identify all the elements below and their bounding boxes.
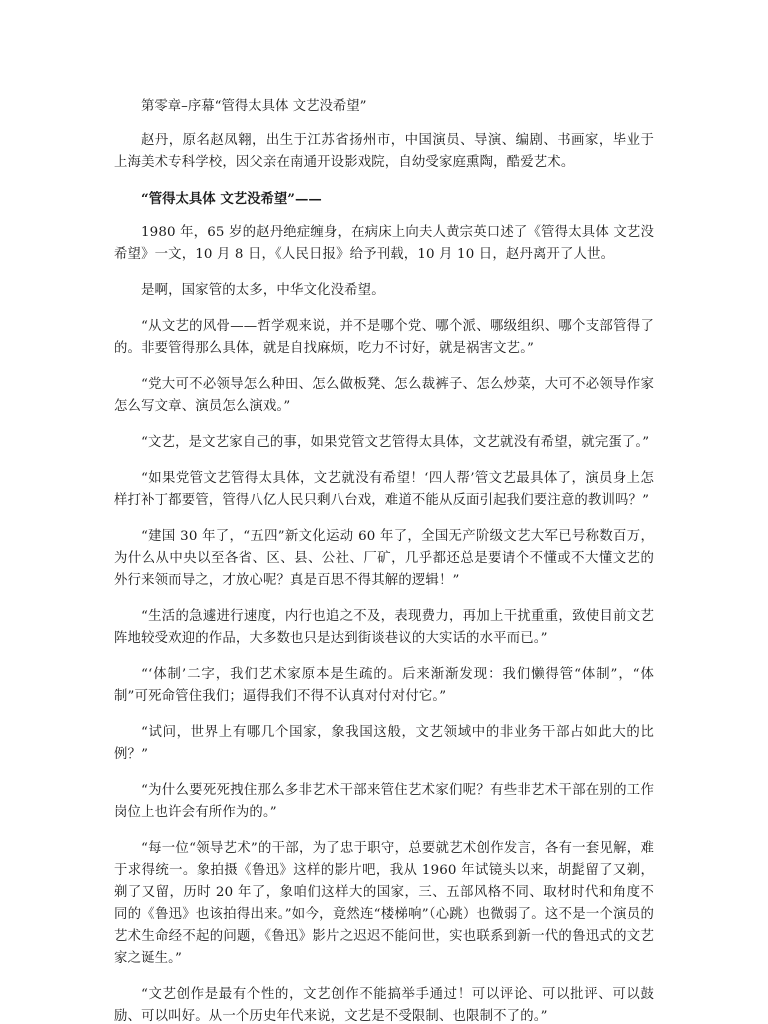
quote-paragraph: “建国 30 年了，“五四”新文化运动 60 年了，全国无产阶级文艺大军已号称数百万，为什么从中央以至各省、区、县、公社、厂矿，几乎都还总是要请个不懂或不大懂文艺的外行来领而导之，才放心呢？真是百思不得其解的逻辑！” — [114, 529, 654, 588]
quote-paragraph: “文艺，是文艺家自己的事，如果党管文艺管得太具体，文艺就没有希望，就完蛋了。” — [141, 435, 650, 450]
quote-paragraph: “生活的急遽进行速度，内行也追之不及，表现费力，再加上干扰重重，致使目前文艺阵地较受欢迎的作品，大多数也只是达到街谈巷议的大实话的水平而已。” — [114, 609, 654, 646]
quote-paragraph: “从文艺的风骨——哲学观来说，并不是哪个党、哪个派、哪级组织、哪个支部管得了的。非要管得那么具体，就是自找麻烦，吃力不讨好，就是祸害文艺。” — [114, 319, 654, 356]
quote-paragraph: “党大可不必领导怎么种田、怎么做板凳、怎么裁裤子、怎么炒菜，大可不必领导作家怎么写文章、演员怎么演戏。” — [114, 377, 654, 414]
quote-paragraph: “每一位“领导艺术”的干部，为了忠于职守，总要就艺术创作发言，各有一套见解，难于求得统一。象拍摄《鲁迅》这样的影片吧，我从 1960 年试镜头以来，胡髭留了又剃，剃了又留，历时 20 年了，象咱们这样大的国家，三、五部风格不同、取材时代和角度不同的《鲁迅》也该拍得出来。”如今，竟然连“楼梯响”（心跳）也微弱了。这不是一个演员的艺术生命经不起的问题，《鲁迅》影片之迟迟不能问世，实也联系到新一代的鲁迅式的文艺家之诞生。” — [114, 841, 654, 966]
section-heading: “管得太具体 文艺没希望”—— — [141, 191, 322, 207]
body-paragraph: 1980 年，65 岁的赵丹绝症缠身，在病床上向夫人黄宗英口述了《管得太具体 文艺没希望》一文，10 月 8 日，《人民日报》给予刊载，10 月 10 日，赵丹离开了人世。 — [114, 225, 654, 262]
body-paragraph: 是啊，国家管的太多，中华文化没希望。 — [141, 283, 385, 298]
quote-paragraph: “‘体制’二字，我们艺术家原本是生疏的。后来渐渐发现：我们懒得管“体制”，“体制”可死命管住我们；逼得我们不得不认真对付对付它。” — [114, 667, 654, 704]
quote-paragraph: “试问，世界上有哪几个国家，象我国这般，文艺领域中的非业务干部占如此大的比例？” — [114, 725, 654, 762]
quote-paragraph: “如果党管文艺管得太具体，文艺就没有希望！‘四人帮’管文艺最具体了，演员身上怎样打补丁都要管，管得八亿人民只剩八台戏，难道不能从反面引起我们要注意的教训吗？” — [114, 471, 654, 508]
intro-paragraph: 赵丹，原名赵凤翱，出生于江苏省扬州市，中国演员、导演、编剧、书画家，毕业于上海美术专科学校，因父亲在南通开设影戏院，自幼受家庭熏陶，酷爱艺术。 — [114, 133, 654, 170]
quote-paragraph: “为什么要死死拽住那么多非艺术干部来管住艺术家们呢？有些非艺术干部在别的工作岗位上也许会有所作为的。” — [114, 783, 654, 820]
chapter-title: 第零章–序幕“管得太具体 文艺没希望” — [141, 99, 367, 114]
quote-paragraph: “文艺创作是最有个性的，文艺创作不能搞举手通过！可以评论、可以批评、可以鼓励、可以叫好。从一个历史年代来说，文艺是不受限制、也限制不了的。” — [114, 987, 654, 1024]
